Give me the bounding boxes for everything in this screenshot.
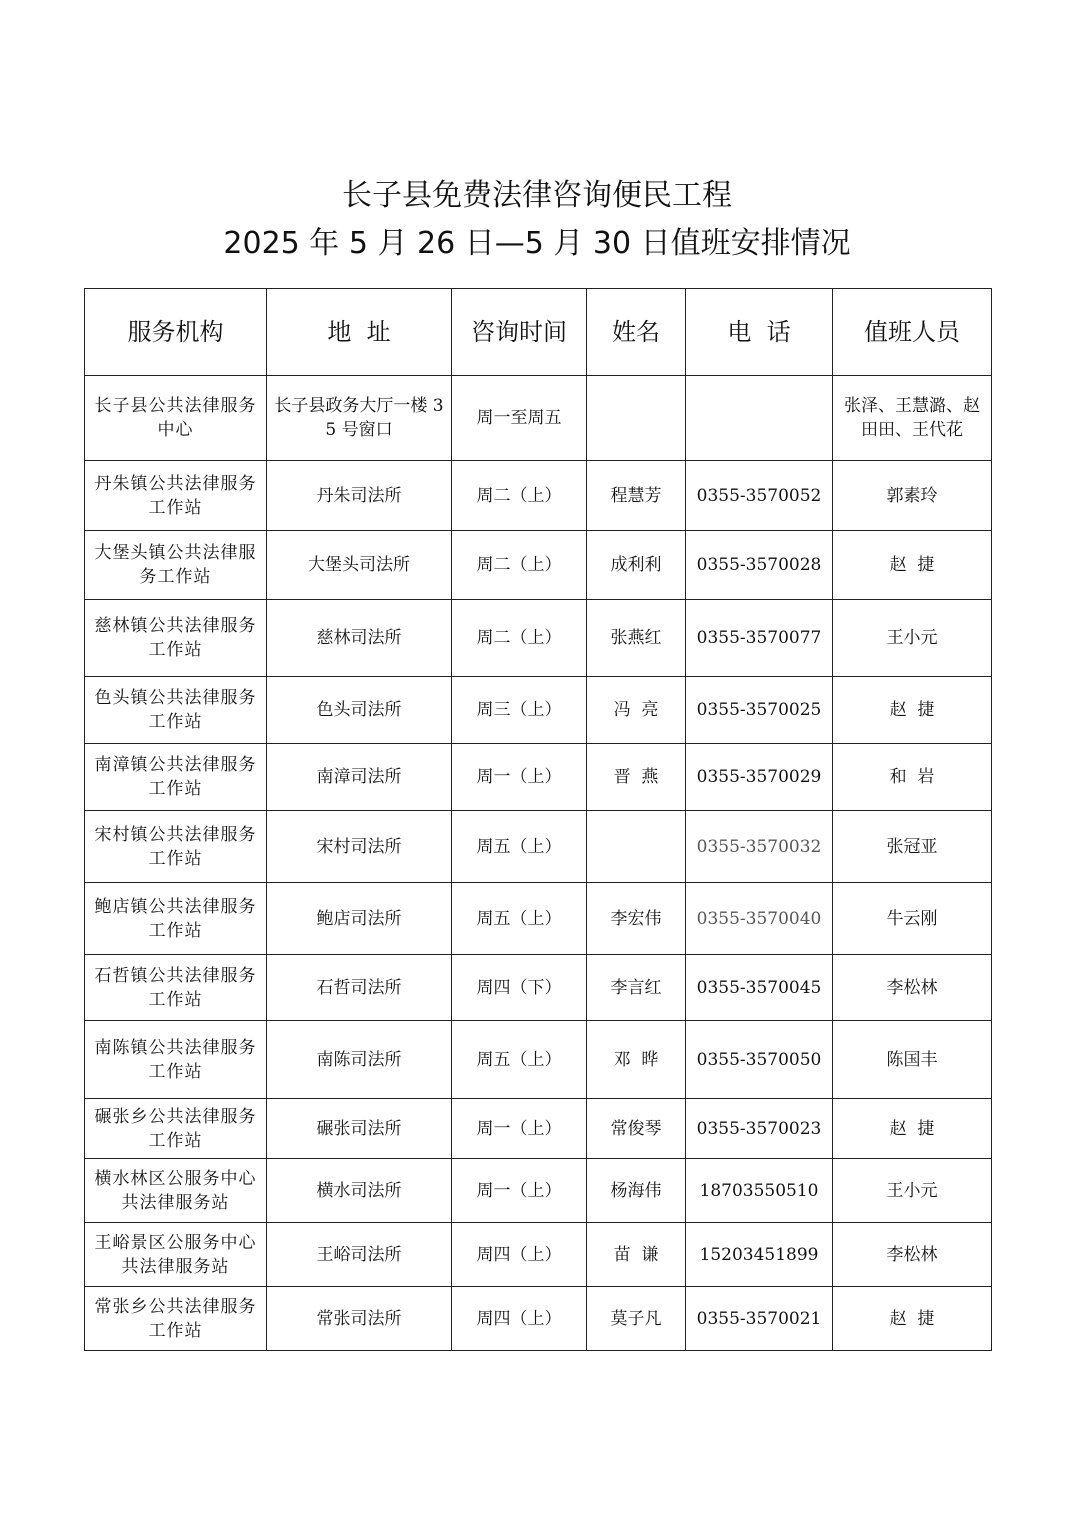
table-row: [85, 955, 992, 1021]
time-cell: 周一（上）: [452, 1159, 587, 1223]
org-cell: 大堡头镇公共法律服务工作站: [85, 531, 267, 600]
address-cell: 南陈司法所: [267, 1021, 452, 1099]
address-cell: 南漳司法所: [267, 744, 452, 811]
phone-cell: 0355-3570045: [686, 955, 833, 1021]
table-row: [85, 1021, 992, 1099]
table-body: [85, 376, 992, 1351]
phone-cell: 0355-3570021: [686, 1287, 833, 1351]
address-cell: 鲍店司法所: [267, 883, 452, 955]
time-cell: 周一（上）: [452, 1099, 587, 1159]
phone-cell: 0355-3570028: [686, 531, 833, 600]
duty-cell: 牛云刚: [833, 883, 992, 955]
phone-cell: 0355-3570023: [686, 1099, 833, 1159]
table-row: [85, 744, 992, 811]
time-cell: 周一（上）: [452, 744, 587, 811]
org-cell: 王峪景区公服务中心共法律服务站: [85, 1223, 267, 1287]
phone-cell: 0355-3570077: [686, 600, 833, 677]
table-row: [85, 461, 992, 531]
name-cell: 杨海伟: [587, 1159, 686, 1223]
name-cell: 李言红: [587, 955, 686, 1021]
phone-cell: 0355-3570050: [686, 1021, 833, 1099]
address-cell: 丹朱司法所: [267, 461, 452, 531]
time-cell: 周二（上）: [452, 600, 587, 677]
duty-cell: 李松林: [833, 955, 992, 1021]
header-duty: 值班人员: [833, 289, 992, 376]
phone-cell: 0355-3570040: [686, 883, 833, 955]
address-cell: 慈林司法所: [267, 600, 452, 677]
address-cell: 长子县政务大厅一楼 35 号窗口: [267, 376, 452, 461]
org-cell: 南漳镇公共法律服务工作站: [85, 744, 267, 811]
duty-roster-table: [84, 288, 992, 1351]
duty-cell: 赵 捷: [833, 531, 992, 600]
name-cell: 张燕红: [587, 600, 686, 677]
org-cell: 横水林区公服务中心共法律服务站: [85, 1159, 267, 1223]
org-cell: 南陈镇公共法律服务工作站: [85, 1021, 267, 1099]
duty-cell: 李松林: [833, 1223, 992, 1287]
header-name: 姓名: [587, 289, 686, 376]
title-line-1: 长子县免费法律咨询便民工程: [342, 178, 732, 213]
name-cell: [587, 811, 686, 883]
duty-cell: 和 岩: [833, 744, 992, 811]
phone-cell: 15203451899: [686, 1223, 833, 1287]
duty-cell: 张泽、王慧潞、赵田田、王代花: [833, 376, 992, 461]
name-cell: 苗 谦: [587, 1223, 686, 1287]
time-cell: 周五（上）: [452, 1021, 587, 1099]
duty-cell: 王小元: [833, 1159, 992, 1223]
phone-cell: 0355-3570025: [686, 677, 833, 744]
duty-cell: 赵 捷: [833, 677, 992, 744]
address-cell: 宋村司法所: [267, 811, 452, 883]
document-title: [0, 172, 1074, 268]
address-cell: 大堡头司法所: [267, 531, 452, 600]
table-row: [85, 1159, 992, 1223]
phone-cell: 18703550510: [686, 1159, 833, 1223]
org-cell: 慈林镇公共法律服务工作站: [85, 600, 267, 677]
address-cell: 常张司法所: [267, 1287, 452, 1351]
table-row: [85, 376, 992, 461]
duty-cell: 王小元: [833, 600, 992, 677]
time-cell: 周五（上）: [452, 883, 587, 955]
name-cell: 常俊琴: [587, 1099, 686, 1159]
phone-cell: 0355-3570052: [686, 461, 833, 531]
table-header-row: [85, 289, 992, 376]
name-cell: 程慧芳: [587, 461, 686, 531]
name-cell: 邓 晔: [587, 1021, 686, 1099]
table-row: [85, 677, 992, 744]
org-cell: 石哲镇公共法律服务工作站: [85, 955, 267, 1021]
name-cell: 莫子凡: [587, 1287, 686, 1351]
header-address: 地 址: [267, 289, 452, 376]
table-row: [85, 1099, 992, 1159]
header-time: 咨询时间: [452, 289, 587, 376]
time-cell: 周二（上）: [452, 531, 587, 600]
table-row: [85, 883, 992, 955]
name-cell: 冯 亮: [587, 677, 686, 744]
duty-cell: 赵 捷: [833, 1099, 992, 1159]
org-cell: 碾张乡公共法律服务工作站: [85, 1099, 267, 1159]
org-cell: 鲍店镇公共法律服务工作站: [85, 883, 267, 955]
org-cell: 常张乡公共法律服务工作站: [85, 1287, 267, 1351]
duty-cell: 陈国丰: [833, 1021, 992, 1099]
time-cell: 周三（上）: [452, 677, 587, 744]
address-cell: 色头司法所: [267, 677, 452, 744]
org-cell: 宋村镇公共法律服务工作站: [85, 811, 267, 883]
table-row: [85, 811, 992, 883]
phone-cell: 0355-3570029: [686, 744, 833, 811]
title-line-2: 2025 年 5 月 26 日—5 月 30 日值班安排情况: [223, 226, 851, 261]
org-cell: 丹朱镇公共法律服务工作站: [85, 461, 267, 531]
table-row: [85, 531, 992, 600]
name-cell: [587, 376, 686, 461]
phone-cell: [686, 376, 833, 461]
phone-cell: 0355-3570032: [686, 811, 833, 883]
address-cell: 王峪司法所: [267, 1223, 452, 1287]
table-row: [85, 1287, 992, 1351]
name-cell: 成利利: [587, 531, 686, 600]
header-org: 服务机构: [85, 289, 267, 376]
name-cell: 晋 燕: [587, 744, 686, 811]
name-cell: 李宏伟: [587, 883, 686, 955]
time-cell: 周一至周五: [452, 376, 587, 461]
org-cell: 长子县公共法律服务中心: [85, 376, 267, 461]
address-cell: 碾张司法所: [267, 1099, 452, 1159]
table-row: [85, 1223, 992, 1287]
org-cell: 色头镇公共法律服务工作站: [85, 677, 267, 744]
time-cell: 周五（上）: [452, 811, 587, 883]
time-cell: 周四（上）: [452, 1287, 587, 1351]
duty-cell: 赵 捷: [833, 1287, 992, 1351]
time-cell: 周二（上）: [452, 461, 587, 531]
table-row: [85, 600, 992, 677]
address-cell: 石哲司法所: [267, 955, 452, 1021]
header-phone: 电 话: [686, 289, 833, 376]
address-cell: 横水司法所: [267, 1159, 452, 1223]
duty-cell: 郭素玲: [833, 461, 992, 531]
time-cell: 周四（下）: [452, 955, 587, 1021]
time-cell: 周四（上）: [452, 1223, 587, 1287]
duty-cell: 张冠亚: [833, 811, 992, 883]
